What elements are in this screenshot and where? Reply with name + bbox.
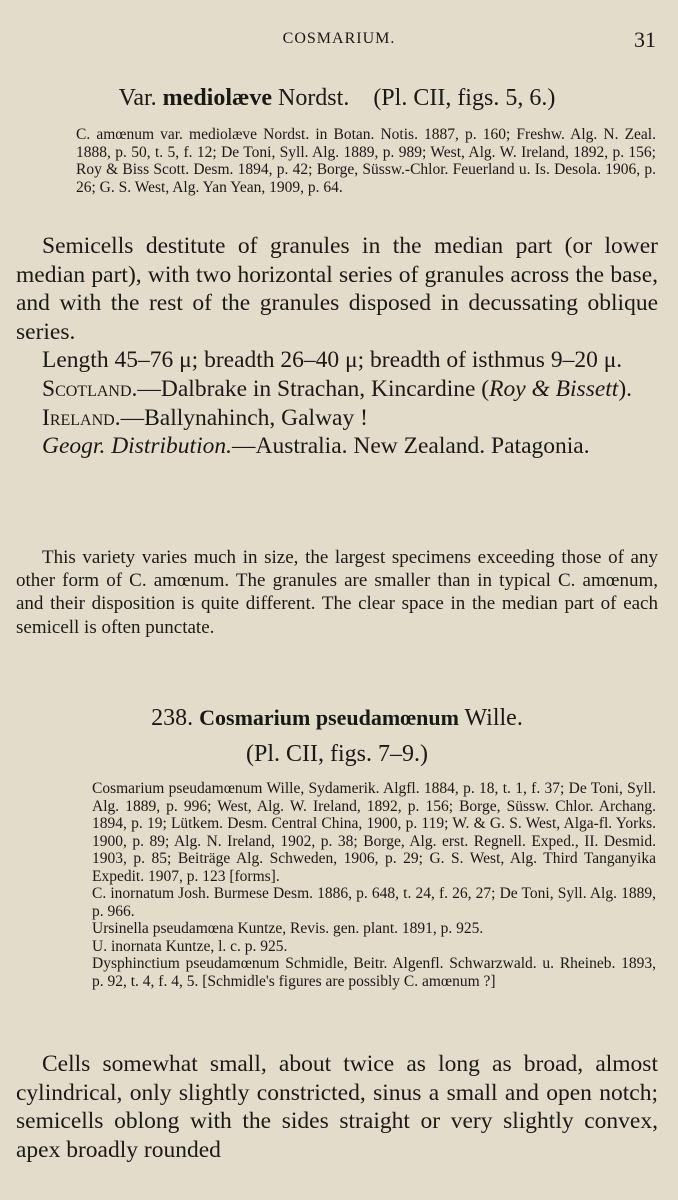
species-number: 238. (151, 705, 194, 731)
variety-body (16, 232, 658, 461)
species-body (16, 1050, 658, 1164)
species-references (76, 780, 656, 990)
page-number: 31 (634, 27, 656, 52)
species-title (16, 702, 658, 734)
geogr-label: Geogr. Distribution. (42, 433, 232, 460)
scotland-label: Scotland. (42, 375, 138, 402)
ireland-label: Ireland. (42, 404, 121, 431)
variety-heading-pre: Var. (118, 85, 163, 111)
running-title: COSMARIUM. (282, 30, 396, 47)
variety-heading-post: Nordst. (Pl. CII, figs. 5, 6.) (271, 85, 556, 111)
species-plate: (Pl. CII, figs. 7–9.) (246, 741, 428, 767)
species-ref: Dysphinctium pseudamœnum Schmidle, Beitr. Algenfl. Schwarzwald. u. Rheineb. 1893, p. 92, t. 4, f. 4, 5. [Schmidle's figures are possibly C. amœnum ?] (92, 955, 656, 990)
variety-heading (16, 82, 658, 114)
variety-note-block (16, 546, 658, 639)
species-name: Cosmarium pseudamœnum (199, 705, 459, 730)
species-ref: C. inornatum Josh. Burmese Desm. 1886, p. 648, t. 24, f. 26, 27; De Toni, Syll. Alg. 1889, p. 966. (92, 885, 656, 920)
species-ref: U. inornata Kuntze, l. c. p. 925. (92, 937, 288, 955)
running-head (0, 27, 678, 58)
species-author: Wille. (464, 705, 523, 731)
variety-description: Semicells destitute of granules in the median part (or lower median part), with two horizontal series of granules across the base, and with the rest of the granules disposed in decussating oblique series. (16, 233, 658, 345)
scotland-text: —Dalbrake in Strachan, Kincardine ( (137, 375, 490, 402)
variety-refs-text: C. amœnum var. mediolæve Nordst. in Botan. Notis. 1887, p. 160; Freshw. Alg. N. Zeal. 1888, p. 50, t. 5, f. 12; De Toni, Syll. Alg. 1889, p. 989; West, Alg. W. Ireland, 1892, p. 156; Roy & Biss Scott. Desm. 1894, p. 42; Borge, Süssw.-Chlor. Feuerland u. Is. Desola. 1906, p. 26; G. S. West, Alg. Yan Yean, 1909, p. 64. (76, 126, 656, 196)
variety-measurements: Length 45–76 μ; breadth 26–40 μ; breadth of isthmus 9–20 μ. (42, 347, 623, 374)
species-description: Cells somewhat small, about twice as long as broad, almost cylindrical, only slightly constricted, sinus a small and open notch; semicells oblong with the sides straight or very slightly convex, apex broadly rounded (16, 1051, 658, 1163)
geogr-text: —Australia. New Zealand. Patagonia. (231, 433, 590, 460)
distribution-geographic (16, 432, 658, 461)
variety-references (76, 126, 656, 196)
ireland-text: —Ballynahinch, Galway ! (120, 404, 368, 431)
scotland-authority: Roy & Bissett (489, 375, 619, 402)
scotland-end: ). (618, 375, 633, 402)
distribution-scotland (16, 375, 658, 404)
distribution-ireland (16, 404, 658, 433)
variety-note: This variety varies much in size, the largest specimens exceeding those of any other form of C. amœnum. The granules are smaller than in typical C. amœnum, and their disposition is quite different. The clear space in the median part of each semicell is often punctate. (16, 547, 658, 638)
species-ref: Ursinella pseudamœna Kuntze, Revis. gen. plant. 1891, p. 925. (92, 920, 484, 937)
variety-heading-name: mediolæve (162, 85, 272, 111)
species-ref: Cosmarium pseudamœnum Wille, Sydamerik. Algfl. 1884, p. 18, t. 1, f. 37; De Toni, Syll. Alg. 1889, p. 996; West, Alg. W. Ireland, 1892, p. 156; Borge, Süssw. Chlor. Archang. 1894, p. 19; Lütkem. Desm. Central China, 1900, p. 119; W. & G. S. West, Alga-fl. Yorks. 1900, p. 89; Alg. N. Ireland, 1902, p. 38; Borge, Alg. erst. Regnell. Exped., II. Desmid. 1903, p. 85; Beiträge Alg. Schweden, 1906, p. 29; G. S. West, Alg. Third Tanganyika Expedit. 1907, p. 123 [forms]. (92, 780, 656, 885)
species-heading (16, 702, 658, 770)
